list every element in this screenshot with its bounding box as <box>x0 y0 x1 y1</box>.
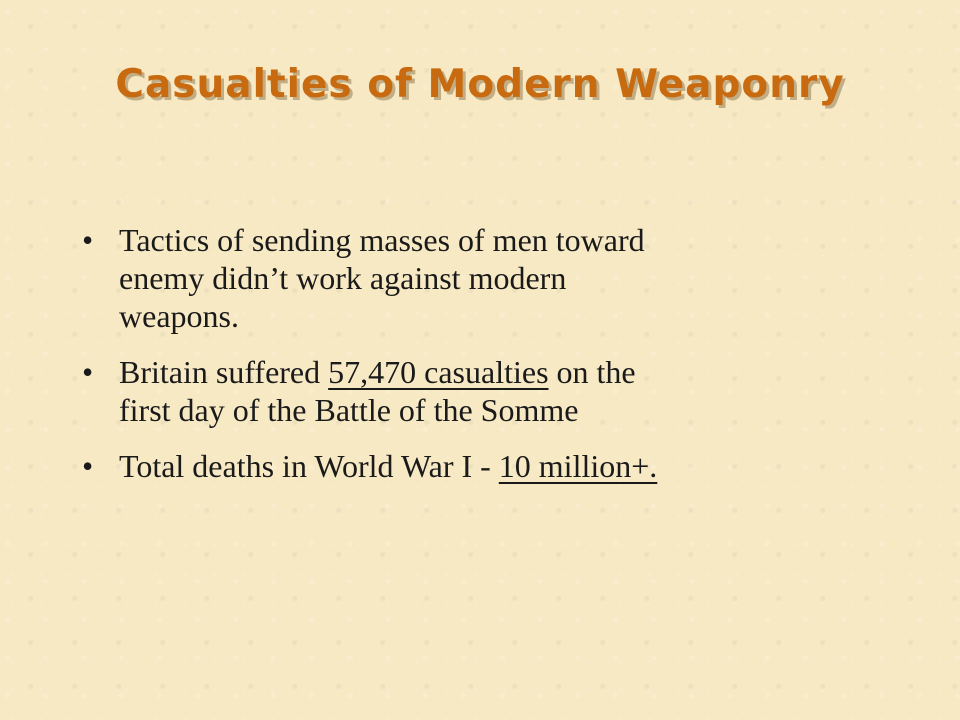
bullet-line <box>119 353 902 391</box>
slide-title: Casualties of Modern Weaponry <box>115 62 845 107</box>
bullet-item-tactics <box>82 221 902 335</box>
bullet-item-total-deaths <box>82 447 902 485</box>
bullet-line: • Tactics of sending masses of men toward <box>119 222 645 258</box>
bullet-line: first day of the Battle of the Somme <box>119 392 579 428</box>
bullet-item-somme <box>82 353 902 429</box>
bullet-line: enemy didn’t work against modern <box>119 260 567 296</box>
bullet-list <box>82 221 902 503</box>
bullet-text: Total deaths in World War I - <box>119 448 499 484</box>
total-deaths-figure: 10 million+. <box>498 448 658 484</box>
bullet-line <box>119 447 902 485</box>
bullet-text: on the <box>548 354 636 390</box>
bullet-text: Britain suffered <box>119 354 329 390</box>
bullet-line: weapons. <box>119 298 239 334</box>
casualties-figure: 57,470 casualties <box>328 354 549 390</box>
